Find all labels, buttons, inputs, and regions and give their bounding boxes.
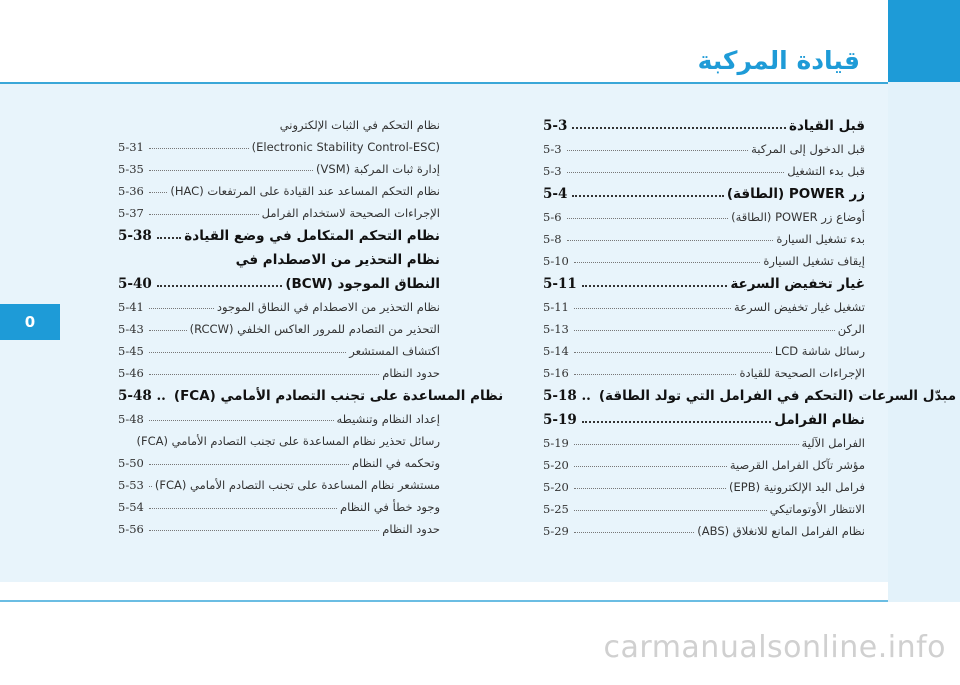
- toc-entry-title: النطاق الموجود (BCW): [285, 276, 440, 292]
- toc-page-number: 5-8: [543, 232, 562, 246]
- toc-entry-title: فرامل اليد الإلكترونية (EPB): [729, 480, 865, 494]
- toc-entry[interactable]: [543, 450, 865, 472]
- toc-entry-title: نظام الفرامل: [774, 412, 865, 428]
- toc-entry-title: وتحكمه في النظام: [352, 456, 440, 470]
- toc-leader-dots: [157, 237, 182, 239]
- toc-leader-dots: [149, 330, 187, 331]
- toc-leader-dots: [149, 352, 346, 353]
- toc-entry-title: إدارة ثبات المركبة (VSM): [316, 162, 440, 176]
- toc-entry[interactable]: [118, 470, 440, 492]
- toc-column-right: [543, 110, 957, 538]
- toc-entry[interactable]: [118, 292, 440, 314]
- toc-entry[interactable]: [543, 494, 865, 516]
- toc-entry-title: رسائل تحذير نظام المساعدة على تجنب التصادم الأمامي (FCA): [136, 434, 440, 448]
- toc-leader-dots: [149, 374, 379, 375]
- toc-entry-title: التحذير من التصادم للمرور العاكس الخلفي (RCCW): [189, 322, 440, 336]
- toc-leader-dots: [149, 464, 349, 465]
- toc-entry[interactable]: [118, 404, 440, 426]
- toc-entry-title: الركن: [837, 322, 865, 336]
- toc-entry-title: مستشعر نظام المساعدة على تجنب التصادم الأمامي (FCA): [154, 478, 440, 492]
- toc-entry-title: نظام المساعدة على تجنب التصادم الأمامي (FCA): [173, 388, 504, 404]
- toc-entry-title: نظام التحكم في الثبات الإلكتروني: [279, 118, 440, 132]
- toc-page-number: 5-45: [118, 344, 144, 358]
- toc-page-number: 5-29: [543, 524, 569, 538]
- toc-leader-dots: [567, 172, 785, 173]
- toc-entry[interactable]: [543, 404, 865, 428]
- toc-entry[interactable]: [118, 380, 504, 404]
- toc-entry-title: (Electronic Stability Control-ESC): [251, 140, 440, 154]
- toc-leader-dots: [574, 444, 799, 445]
- toc-entry[interactable]: [543, 134, 865, 156]
- toc-entry: [118, 244, 440, 268]
- toc-page-number: 5-11: [543, 300, 569, 314]
- toc-page-number: 5-46: [118, 366, 144, 380]
- toc-leader-dots: [149, 420, 334, 421]
- toc-entry: [118, 426, 440, 448]
- toc-page-number: 5-16: [543, 366, 569, 380]
- toc-leader-dots: [149, 486, 152, 487]
- toc-page-number: 5-38: [118, 228, 152, 244]
- toc-page-number: 5-11: [543, 276, 577, 292]
- toc-entry-title: نظام التحذير من الاصطدام في: [235, 252, 440, 268]
- toc-entry[interactable]: [118, 492, 440, 514]
- toc-entry-title: قبل بدء التشغيل: [787, 164, 865, 178]
- toc-leader-dots: [574, 510, 767, 511]
- toc-entry[interactable]: [543, 202, 865, 224]
- toc-leader-dots: [574, 308, 731, 309]
- toc-entry-title: أوضاع زر POWER (الطاقة): [731, 210, 865, 224]
- toc-leader-dots: [149, 148, 249, 149]
- toc-page-number: 5-19: [543, 436, 569, 450]
- toc-leader-dots: [157, 285, 283, 287]
- toc-entry: [118, 110, 440, 132]
- toc-entry-title: وجود خطأ في النظام: [339, 500, 440, 514]
- toc-entry-title: زر POWER (الطاقة): [726, 186, 865, 202]
- toc-entry[interactable]: [118, 176, 440, 198]
- toc-page-number: 5-50: [118, 456, 144, 470]
- toc-entry[interactable]: [118, 314, 440, 336]
- toc-page-number: 5-3: [543, 142, 562, 156]
- toc-entry-title: غيار تخفيض السرعة: [730, 276, 865, 292]
- toc-leader-dots: [567, 150, 749, 151]
- toc-entry[interactable]: [118, 154, 440, 176]
- toc-entry-title: بدء تشغيل السيارة: [776, 232, 865, 246]
- toc-entry[interactable]: [543, 358, 865, 380]
- toc-entry-title: حدود النظام: [382, 522, 440, 536]
- toc-entry[interactable]: [543, 292, 865, 314]
- toc-entry-title: تشغيل غيار تخفيض السرعة: [733, 300, 865, 314]
- toc-page-number: 5-48: [118, 412, 144, 426]
- toc-leader-dots: [574, 262, 761, 263]
- toc-page-number: 5-18 ..: [543, 388, 591, 404]
- toc-entry[interactable]: [543, 472, 865, 494]
- toc-leader-dots: [574, 374, 737, 375]
- toc-page-number: 5-36: [118, 184, 144, 198]
- toc-page-number: 5-43: [118, 322, 144, 336]
- toc-entry[interactable]: [543, 314, 865, 336]
- corner-block: [888, 0, 960, 82]
- toc-page-number: 5-48 ..: [118, 388, 166, 404]
- toc-entry-title: مبدّل السرعات (التحكم في الفرامل التي تولد الطاقة): [598, 388, 957, 404]
- toc-entry-title: إعداد النظام وتنشيطه: [336, 412, 440, 426]
- toc-leader-dots: [567, 218, 729, 219]
- watermark: carmanualsonline.info: [603, 630, 946, 665]
- toc-entry[interactable]: [543, 156, 865, 178]
- toc-entry-title: نظام التحكم المتكامل في وضع القيادة: [184, 228, 440, 244]
- toc-entry-title: الإجراءات الصحيحة لاستخدام الفرامل: [261, 206, 440, 220]
- toc-entry-title: حدود النظام: [382, 366, 440, 380]
- toc-leader-dots: [149, 214, 259, 215]
- right-margin-strip: [888, 0, 960, 602]
- toc-entry[interactable]: [118, 198, 440, 220]
- toc-entry[interactable]: [118, 448, 440, 470]
- toc-entry-title: قبل القيادة: [789, 118, 865, 134]
- toc-entry-title: نظام التحذير من الاصطدام في النطاق الموجود: [216, 300, 440, 314]
- toc-entry-title: نظام الفرامل المانع للانغلاق (ABS): [697, 524, 865, 538]
- toc-page-number: 5-20: [543, 480, 569, 494]
- toc-leader-dots: [582, 421, 771, 423]
- toc-entry[interactable]: [543, 336, 865, 358]
- toc-page-number: 5-14: [543, 344, 569, 358]
- toc-leader-dots: [149, 192, 168, 193]
- toc-leader-dots: [574, 352, 772, 353]
- header-rule: [0, 82, 888, 84]
- toc-leader-dots: [574, 532, 694, 533]
- toc-entry[interactable]: [118, 514, 440, 536]
- toc-entry-title: الإجراءات الصحيحة للقيادة: [739, 366, 865, 380]
- page-title: قيادة المركبة: [697, 46, 860, 75]
- toc-entry-title: اكتشاف المستشعر: [349, 344, 440, 358]
- toc-entry[interactable]: [118, 220, 440, 244]
- toc-leader-dots: [574, 488, 726, 489]
- toc-page-number: 5-41: [118, 300, 144, 314]
- toc-leader-dots: [149, 508, 337, 509]
- toc-page-number: 5-3: [543, 118, 568, 134]
- toc-entry-title: مؤشر تآكل الفرامل القرصية: [729, 458, 865, 472]
- chapter-tab[interactable]: 0: [0, 304, 60, 340]
- toc-entry[interactable]: [543, 516, 865, 538]
- toc-entry[interactable]: [118, 132, 440, 154]
- toc-entry[interactable]: [543, 268, 865, 292]
- toc-entry[interactable]: [118, 358, 440, 380]
- toc-page-number: 5-3: [543, 164, 562, 178]
- toc-leader-dots: [567, 240, 774, 241]
- toc-entry[interactable]: [118, 336, 440, 358]
- toc-leader-dots: [149, 170, 313, 171]
- toc-page-number: 5-4: [543, 186, 568, 202]
- toc-page-number: 5-53: [118, 478, 144, 492]
- toc-column-left: [118, 110, 504, 536]
- toc-leader-dots: [574, 330, 835, 331]
- toc-page-number: 5-31: [118, 140, 144, 154]
- footer-rule: [0, 600, 960, 602]
- toc-page-number: 5-25: [543, 502, 569, 516]
- toc-page-number: 5-20: [543, 458, 569, 472]
- toc-page-number: 5-56: [118, 522, 144, 536]
- toc-page-number: 5-6: [543, 210, 562, 224]
- toc-page-number: 5-10: [543, 254, 569, 268]
- toc-page-number: 5-13: [543, 322, 569, 336]
- toc-entry-title: رسائل شاشة LCD: [774, 344, 865, 358]
- toc-entry-title: الانتظار الأوتوماتيكي: [769, 502, 865, 516]
- toc-entry-title: إيقاف تشغيل السيارة: [763, 254, 865, 268]
- toc-entry[interactable]: [543, 110, 865, 134]
- toc-entry-title: قبل الدخول إلى المركبة: [751, 142, 865, 156]
- toc-page-number: 5-54: [118, 500, 144, 514]
- toc-leader-dots: [572, 127, 786, 129]
- toc-entry[interactable]: [543, 380, 957, 404]
- toc-entry[interactable]: [543, 428, 865, 450]
- toc-entry-title: الفرامل الآلية: [801, 436, 865, 450]
- toc-leader-dots: [149, 530, 379, 531]
- toc-leader-dots: [582, 285, 728, 287]
- toc-leader-dots: [149, 308, 214, 309]
- toc-leader-dots: [574, 466, 727, 467]
- toc-entry[interactable]: [543, 246, 865, 268]
- toc-leader-dots: [572, 195, 723, 197]
- toc-page-number: 5-19: [543, 412, 577, 428]
- toc-entry[interactable]: [118, 268, 440, 292]
- toc-page-number: 5-35: [118, 162, 144, 176]
- toc-entry-title: نظام التحكم المساعد عند القيادة على المرتفعات (HAC): [170, 184, 440, 198]
- toc-page-number: 5-40: [118, 276, 152, 292]
- toc-entry[interactable]: [543, 178, 865, 202]
- toc-page-number: 5-37: [118, 206, 144, 220]
- toc-entry[interactable]: [543, 224, 865, 246]
